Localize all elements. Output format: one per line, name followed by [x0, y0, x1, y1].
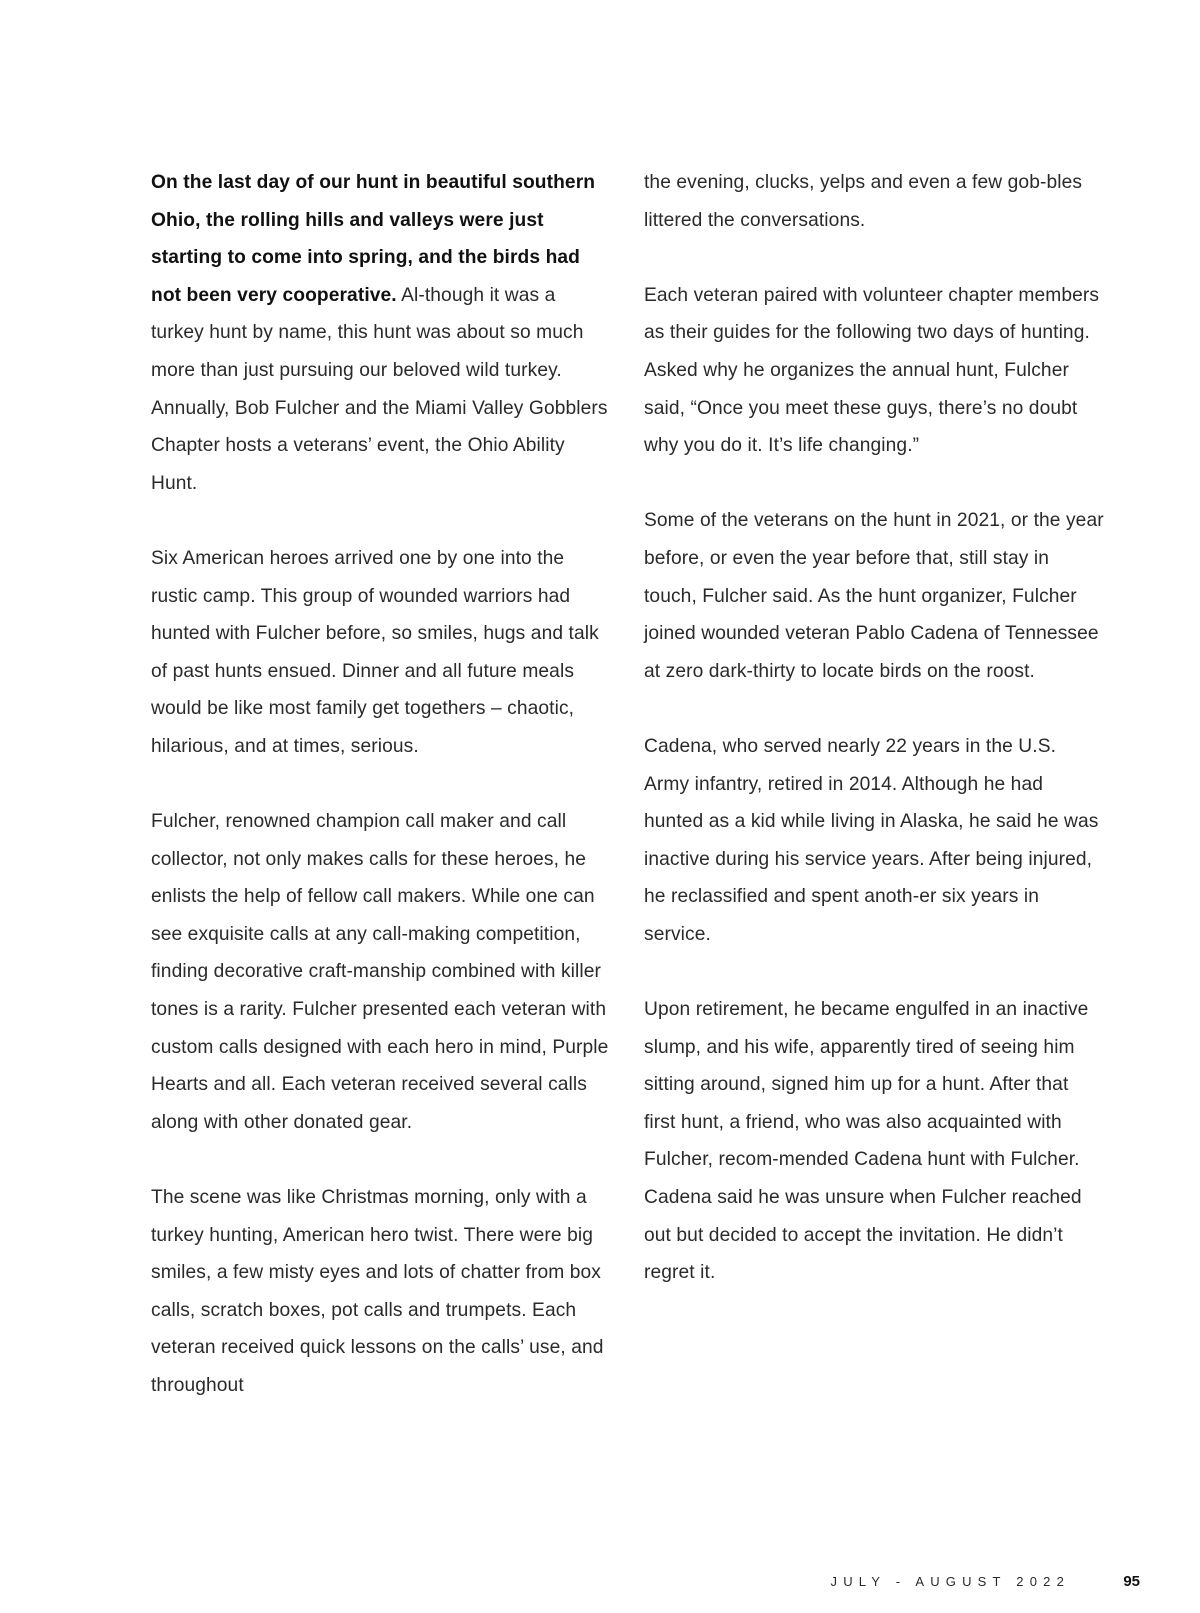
article-paragraph: Each veteran paired with volunteer chapter members as their guides for the following two days of hunting. Asked why he organizes the annual hunt, Fulcher said, “Once you meet these guys, there’s no doubt why you do it. It’s life changing.” — [644, 284, 1100, 457]
lead-in-text: On the last day of our hunt in beautiful southern Ohio, the rolling hills and valleys were just starting to come into spring, and the birds had not been very cooperative. — [151, 172, 596, 306]
article-paragraph: Cadena, who served nearly 22 years in the U.S. Army infantry, retired in 2014. Although he had hunted as a kid while living in Alaska, he said he was inactive during his service years. After being injured, he reclassified and spent anoth-er six years in service. — [644, 735, 1099, 945]
article-column-right — [644, 164, 1104, 1329]
article-paragraph: the evening, clucks, yelps and even a few gob-bles littered the conversations. — [644, 172, 1083, 231]
article-paragraph: Fulcher, renowned champion call maker and call collector, not only makes calls for these heroes, he enlists the help of fellow call makers. While one can see exquisite calls at any call-making competition, finding decorative craft-manship combined with killer tones is a rarity. Fulcher presented each veteran with custom calls designed with each hero in mind, Purple Hearts and all. Each veteran received several calls along with other donated gear. — [151, 811, 609, 1133]
page-footer — [0, 1574, 1200, 1598]
article-column-left — [151, 164, 611, 1442]
article-paragraph: The scene was like Christmas morning, only with a turkey hunting, American hero twist. There were big smiles, a few misty eyes and lots of chatter from box calls, scratch boxes, pot calls and trumpets. Each veteran received quick lessons on the calls’ use, and throughout — [151, 1187, 604, 1396]
paragraph-text: Al-though it was a turkey hunt by name, this hunt was about so much more than just pursuing our beloved wild turkey. Annually, Bob Fulcher and the Miami Valley Gobblers Chapter hosts a veterans’ event, the Ohio Ability Hunt. — [151, 284, 608, 494]
page-number: 95 — [1123, 1573, 1140, 1590]
issue-date: JULY - AUGUST 2022 — [830, 1574, 1070, 1589]
article-paragraph — [151, 164, 611, 502]
article-paragraph: Some of the veterans on the hunt in 2021, or the year before, or even the year before that, still stay in touch, Fulcher said. As the hunt organizer, Fulcher joined wounded veteran Pablo Cadena of Tennessee at zero dark-thirty to locate birds on the roost. — [644, 510, 1104, 682]
article-paragraph: Six American heroes arrived one by one into the rustic camp. This group of wounded warriors had hunted with Fulcher before, so smiles, hugs and talk of past hunts ensued. Dinner and all future meals would be like most family get togethers – chaotic, hilarious, and at times, serious. — [151, 547, 599, 757]
article-paragraph: Upon retirement, he became engulfed in an inactive slump, and his wife, apparently tired of seeing him sitting around, signed him up for a hunt. After that first hunt, a friend, who was also acquainted with Fulcher, recom-mended Cadena hunt with Fulcher. Cadena said he was unsure when Fulcher reached out but decided to accept the invitation. He didn’t regret it. — [644, 999, 1089, 1284]
